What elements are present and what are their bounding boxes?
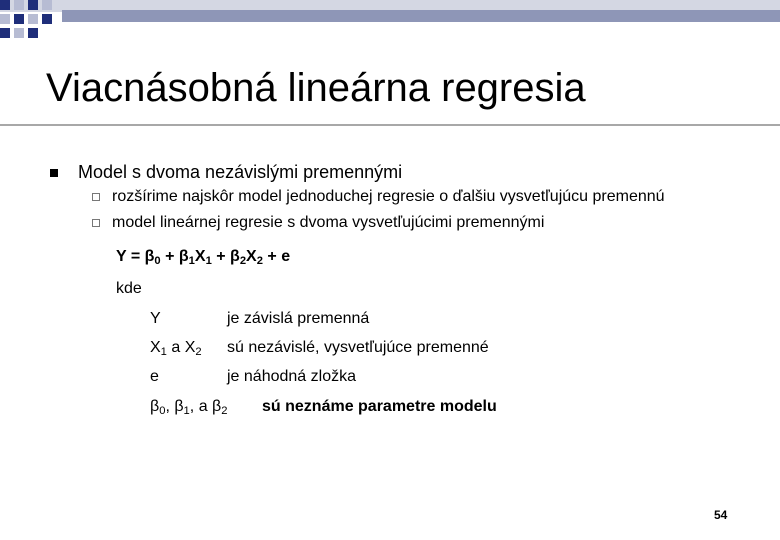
definition-desc-x: sú nezávislé, vysvetľujúce premenné <box>227 339 489 356</box>
where-label: kde <box>116 280 142 297</box>
sub-bullet-text: model lineárnej regresie s dvoma vysvetľujúcimi premennými <box>112 214 545 231</box>
definition-term-e: e <box>150 368 159 385</box>
sub-bullet-text: rozšírime najskôr model jednoduchej regresie o ďalšiu vysvetľujúcu premennú <box>112 188 665 205</box>
definition-desc-e: je náhodná zložka <box>227 368 356 385</box>
bullet-main <box>50 162 402 183</box>
sub-bullet <box>92 188 665 206</box>
decorative-squares <box>0 0 780 44</box>
regression-equation: $Y = \beta_0 + \beta_1X_1 + \beta_2X_2 + e$ <box>116 248 291 267</box>
page-number: 54 <box>714 508 728 522</box>
title-divider <box>0 124 780 126</box>
square-bullet-icon <box>50 169 58 177</box>
definition-term-x: $X_1$ a $X_2$ <box>150 339 202 358</box>
hollow-square-bullet-icon <box>92 219 100 227</box>
definition-desc-beta: sú neznáme parametre modelu <box>262 398 497 415</box>
definition-term-beta: $\beta_0$, $\beta_1$, a $\beta_2$ <box>150 398 228 417</box>
definition-term-y: Y <box>150 310 161 327</box>
hollow-square-bullet-icon <box>92 193 100 201</box>
slide-title: Viacnásobná lineárna regresia <box>46 66 586 110</box>
definition-desc-y: je závislá premenná <box>227 310 370 327</box>
bullet-main-text: Model s dvoma nezávislými premennými <box>78 162 403 182</box>
sub-bullet <box>92 214 544 232</box>
